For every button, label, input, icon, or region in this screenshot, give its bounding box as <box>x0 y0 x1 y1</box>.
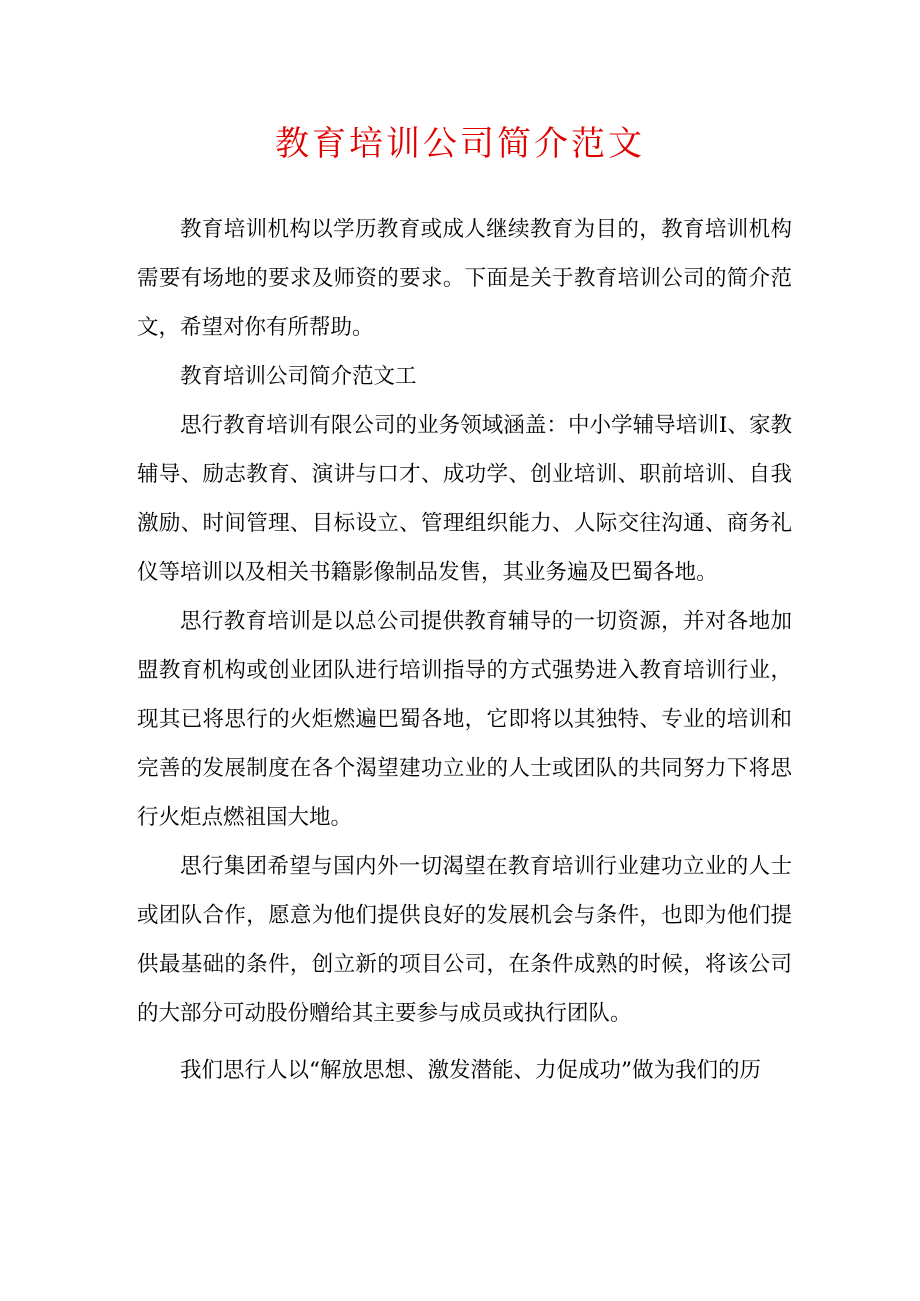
paragraph-business-scope: 思行教育培训有限公司的业务领域涵盖：中小学辅导培训I、家教辅导、励志教育、演讲与口才、成功学、创业培训、职前培训、自我激励、时间管理、目标设立、管理组织能力、人际交往沟通、商务礼仪等培训以及相关书籍影像制品发售，其业务遍及巴蜀各地。 <box>137 413 792 585</box>
paragraph-intro: 教育培训机构以学历教育或成人继续教育为目的，教育培训机构需要有场地的要求及师资的要求。下面是关于教育培训公司的简介范文，希望对你有所帮助。 <box>137 217 792 340</box>
paragraph-cooperation: 思行集团希望与国内外一切渴望在教育培训行业建功立业的人士或团队合作，愿意为他们提供良好的发展机会与条件，也即为他们提供最基础的条件，创立新的项目公司，在条件成熟的时候，将该公司的大部分可动股份赠给其主要参与成员或执行团队。 <box>137 854 792 1026</box>
paragraph-subheading: 教育培训公司简介范文工 <box>180 364 417 389</box>
document-title: 教育培训公司简介范文 <box>275 124 645 164</box>
document-body <box>137 205 792 1095</box>
paragraph-philosophy: 我们思行人以“解放思想、激发潜能、力促成功”做为我们的历 <box>180 1058 761 1083</box>
paragraph-training-approach: 思行教育培训是以总公司提供教育辅导的一切资源，并对各地加盟教育机构或创业团队进行培训指导的方式强势进入教育培训行业，现其已将思行的火炬燃遍巴蜀各地，它即将以其独特、专业的培训和完善的发展制度在各个渴望建功立业的人士或团队的共同努力下将思行火炬点燃祖国大地。 <box>137 609 792 830</box>
